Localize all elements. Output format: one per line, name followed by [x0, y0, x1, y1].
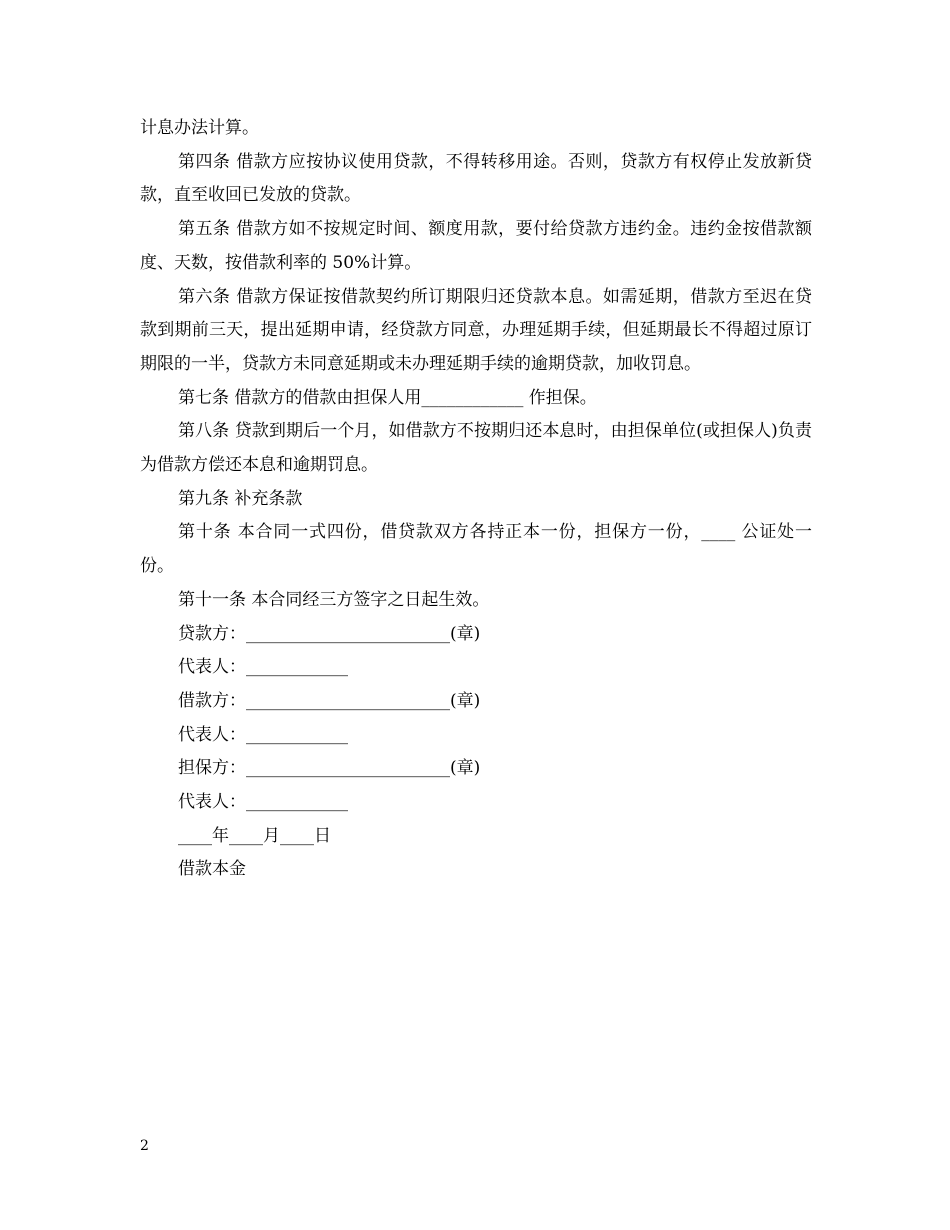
guarantor-representative-line: 代表人：____________ — [178, 792, 348, 813]
article-9: 第九条 补充条款 — [178, 488, 303, 509]
article-4: 第四条 借款方应按协议使用贷款，不得转移用途。否则，贷款方有权停止发放新贷款，直至收回已发放的贷款。 — [140, 151, 812, 206]
lender-signature-line: 贷款方：________________________(章) — [178, 623, 481, 644]
borrower-signature-line: 借款方：________________________(章) — [178, 690, 481, 711]
article-6: 第六条 借款方保证按借款契约所订期限归还贷款本息。如需延期，借款方至迟在贷款到期前三天，提出延期申请，经贷款方同意，办理延期手续，但延期最长不得超过原订期限的一半，贷款方未同意延期或未办理延期手续的逾期贷款，加收罚息。 — [140, 286, 812, 374]
loan-principal-heading: 借款本金 — [178, 859, 246, 880]
guarantor-signature-line: 担保方：________________________(章) — [178, 758, 481, 779]
article-8: 第八条 贷款到期后一个月，如借款方不按期归还本息时，由担保单位(或担保人)负责为借款方偿还本息和逾期罚息。 — [140, 421, 812, 476]
document-body — [140, 112, 812, 887]
lender-representative-line: 代表人：____________ — [178, 657, 348, 678]
article-5: 第五条 借款方如不按规定时间、额度用款，要付给贷款方违约金。违约金按借款额度、天数，按借款利率的 50%计算。 — [140, 219, 812, 273]
article-10: 第十条 本合同一式四份，借贷款双方各持正本一份，担保方一份，____ 公证处一份。 — [140, 522, 812, 577]
article-7: 第七条 借款方的借款由担保人用____________ 作担保。 — [178, 387, 597, 408]
paragraph-continuation: 计息办法计算。 — [140, 118, 259, 138]
article-11: 第十一条 本合同经三方签字之日起生效。 — [178, 589, 490, 610]
date-line: ____年____月____日 — [178, 825, 331, 846]
page-number: 2 — [140, 1138, 149, 1154]
borrower-representative-line: 代表人：____________ — [178, 724, 348, 745]
